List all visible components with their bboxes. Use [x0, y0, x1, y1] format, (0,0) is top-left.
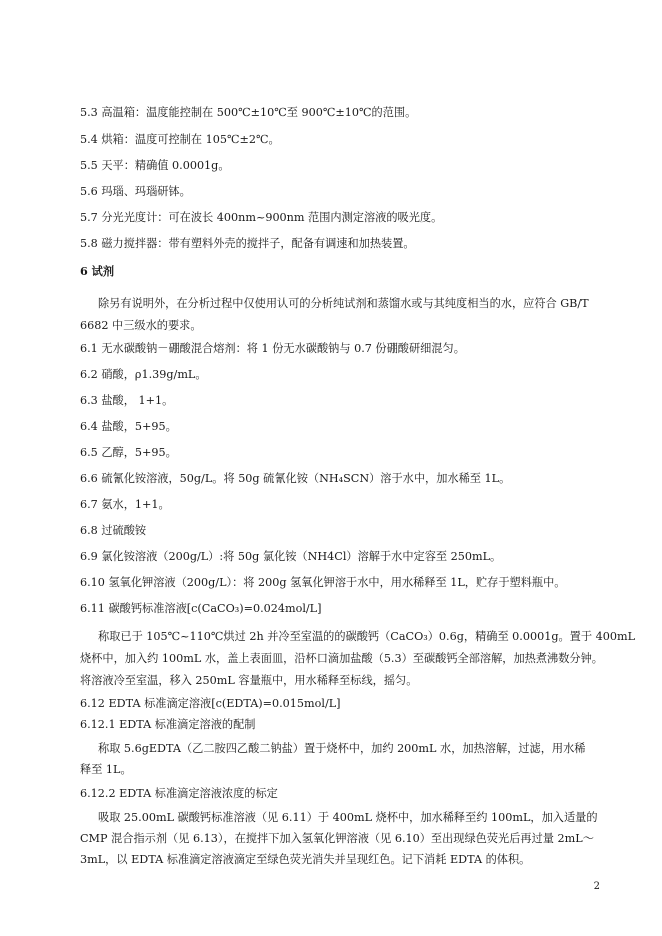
paragraph-line: 吸取 25.00mL 碳酸钙标准溶液（见 6.11）于 400mL 烧杯中，加水稀释至约 100mL，加入适量的	[98, 811, 598, 824]
paragraph-line: 除另有说明外，在分析过程中仅使用认可的分析纯试剂和蒸馏水或与其纯度相当的水，应符合 GB/T	[98, 297, 589, 310]
paragraph-line: 将溶液冷至室温，移入 250mL 容量瓶中，用水稀释至标线，摇匀。	[80, 674, 418, 687]
paragraph-line: 3mL，以 EDTA 标准滴定溶液滴定至绿色荧光消失并呈现红色。记下消耗 EDTA 的体积。	[80, 853, 531, 866]
clause-5-3: 5.3 高温箱：温度能控制在 500℃±10℃至 900℃±10℃的范围。	[80, 106, 417, 119]
paragraph-line: 称取 5.6gEDTA（乙二胺四乙酸二钠盐）置于烧杯中，加约 200mL 水，加热溶解，过滤，用水稀	[98, 742, 586, 755]
page-number: 2	[593, 881, 600, 892]
clause-6-6: 6.6 硫氰化铵溶液，50g/L。将 50g 硫氰化铵（NH₄SCN）溶于水中，加水稀至 1L。	[80, 472, 511, 485]
paragraph-line: 释至 1L。	[80, 763, 132, 776]
clause-6-12-1: 6.12.1 EDTA 标准滴定溶液的配制	[80, 718, 256, 731]
clause-6-8: 6.8 过硫酸铵	[80, 524, 147, 537]
clause-5-5: 5.5 天平：精确值 0.0001g。	[80, 159, 230, 172]
clause-6-12: 6.12 EDTA 标准滴定溶液[c(EDTA)=0.015mol/L]	[80, 697, 341, 710]
clause-5-7: 5.7 分光光度计：可在波长 400nm~900nm 范围内测定溶液的吸光度。	[80, 211, 443, 224]
paragraph-line: 6682 中三级水的要求。	[80, 319, 202, 332]
clause-6-3: 6.3 盐酸， 1+1。	[80, 394, 174, 407]
paragraph-line: CMP 混合指示剂（见 6.13），在搅拌下加入氢氧化钾溶液（见 6.10）至出现绿色荧光后再过量 2mL～	[80, 832, 594, 845]
clause-5-4: 5.4 烘箱：温度可控制在 105℃±2℃。	[80, 133, 280, 146]
section-heading-6: 6 试剂	[80, 264, 115, 278]
clause-6-9: 6.9 氯化铵溶液（200g/L）:将 50g 氯化铵（NH4Cl）溶解于水中定容至 250mL。	[80, 550, 502, 563]
clause-6-2: 6.2 硝酸，ρ1.39g/mL。	[80, 368, 207, 381]
clause-6-4: 6.4 盐酸，5+95。	[80, 420, 177, 433]
clause-6-11: 6.11 碳酸钙标准溶液[c(CaCO₃)=0.024mol/L]	[80, 602, 322, 615]
clause-6-7: 6.7 氨水，1+1。	[80, 498, 170, 511]
clause-6-5: 6.5 乙醇，5+95。	[80, 446, 177, 459]
clause-5-8: 5.8 磁力搅拌器：带有塑料外壳的搅拌子，配备有调速和加热装置。	[80, 237, 415, 250]
clause-6-1: 6.1 无水碳酸钠－硼酸混合熔剂：将 1 份无水碳酸钠与 0.7 份硼酸研细混匀。	[80, 342, 465, 355]
clause-6-10: 6.10 氢氧化钾溶液（200g/L）：将 200g 氢氧化钾溶于水中，用水稀释至 1L，贮存于塑料瓶中。	[80, 576, 566, 589]
paragraph-line: 称取已于 105℃~110℃烘过 2h 并冷至室温的的碳酸钙（CaCO₃）0.6g，精确至 0.0001g。置于 400mL	[98, 630, 636, 643]
paragraph-line: 烧杯中，加入约 100mL 水，盖上表面皿，沿杯口滴加盐酸（5.3）至碳酸钙全部溶解，加热煮沸数分钟。	[80, 652, 603, 665]
clause-6-12-2: 6.12.2 EDTA 标准滴定溶液浓度的标定	[80, 787, 278, 800]
clause-5-6: 5.6 玛瑙、玛瑙研钵。	[80, 185, 191, 198]
